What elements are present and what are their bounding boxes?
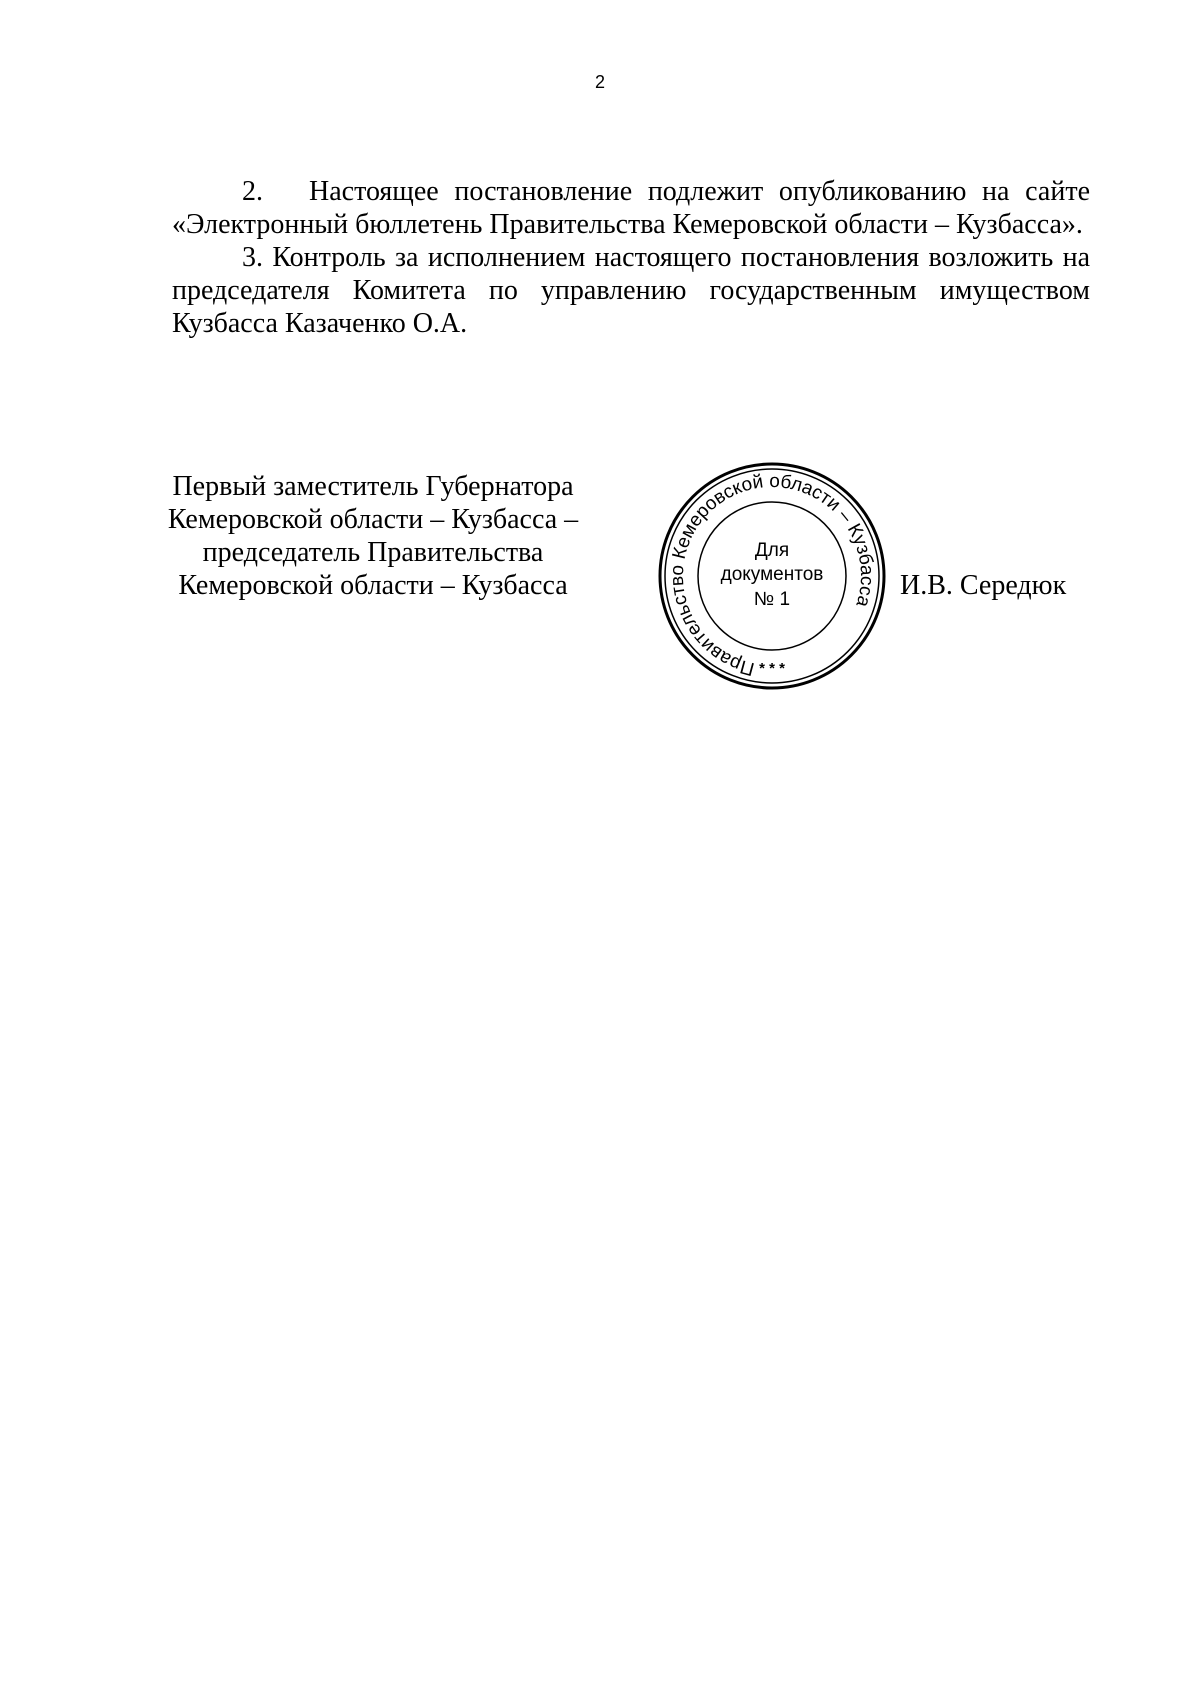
page-number: 2 <box>594 72 605 92</box>
signatory-title-line: Первый заместитель Губернатора <box>172 471 574 502</box>
paragraph-2 <box>172 175 1090 241</box>
seal-center-line: документов <box>720 564 824 585</box>
paragraph-2-number: 2. <box>242 176 263 207</box>
paragraph-2-text: Настоящее постановление подлежит опубликованию на сайте «Электронный бюллетень Правительства Кемеровской области – Кузбасса». <box>172 176 1090 240</box>
seal-ring-text: Правительство Кемеровской области – Кузбасса <box>666 470 878 680</box>
signatory-title <box>148 470 598 602</box>
seal-center-line: № 1 <box>753 589 791 610</box>
seal-center-line: Для <box>754 540 790 561</box>
paragraph-3: 3. Контроль за исполнением настоящего постановления возложить на председателя Комитета по управлению государственным имуществом Кузбасса Казаченко О.А. <box>172 242 1090 339</box>
document-body <box>172 175 1090 340</box>
signatory-title-line: председатель Правительства <box>202 537 544 568</box>
signatory-title-line: Кемеровской области – Кузбасса <box>178 570 568 601</box>
official-seal-stamp <box>656 460 888 692</box>
seal-stars: * * * <box>759 660 785 677</box>
signatory-name: И.В. Середюк <box>900 570 1067 601</box>
signatory-title-line: Кемеровской области – Кузбасса – <box>167 504 579 535</box>
